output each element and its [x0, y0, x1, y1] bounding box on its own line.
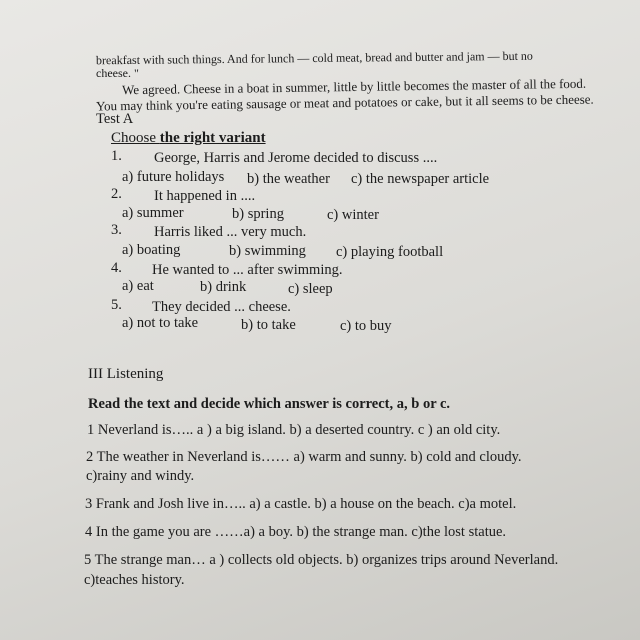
- listening-item-3: 3 Frank and Josh live in….. a) a castle. b) a house on the beach. c)a motel.: [85, 496, 517, 512]
- question-1-number: 1.: [111, 148, 122, 164]
- question-3-text: Harris liked ... very much.: [154, 224, 307, 240]
- reading-line-3: We agreed. Cheese in a boat in summer, little by little becomes the master of all the food.: [121, 75, 587, 98]
- question-4-text: He wanted to ... after swimming.: [152, 262, 343, 278]
- question-1-option-b: b) the weather: [247, 171, 330, 187]
- question-3-option-c: c) playing football: [336, 244, 444, 260]
- question-1-text: George, Harris and Jerome decided to discuss ....: [154, 150, 438, 166]
- question-5-option-c: c) to buy: [340, 318, 392, 334]
- question-3-number: 3.: [111, 222, 122, 238]
- listening-item-2-continued: c)rainy and windy.: [86, 468, 195, 484]
- reading-line-2: cheese. ": [96, 66, 139, 80]
- listening-item-5-continued: c)teaches history.: [84, 572, 185, 588]
- question-3-option-b: b) swimming: [229, 243, 306, 259]
- question-2-option-a: a) summer: [122, 205, 184, 221]
- reading-line-4: You may think you're eating sausage or meat and potatoes or cake, but it all seems to be cheese.: [95, 91, 594, 114]
- question-2-text: It happened in ....: [154, 188, 256, 204]
- test-a-instruction: [111, 131, 266, 146]
- question-4-option-b: b) drink: [200, 279, 247, 295]
- instruction-bold: the right variant: [159, 130, 266, 146]
- question-5-option-b: b) to take: [241, 317, 296, 333]
- question-3-option-a: a) boating: [122, 242, 181, 258]
- listening-item-2: 2 The weather in Neverland is…… a) warm and sunny. b) cold and cloudy.: [86, 449, 522, 465]
- question-2-option-b: b) spring: [232, 206, 284, 222]
- question-1-option-c: c) the newspaper article: [351, 171, 490, 187]
- question-4-number: 4.: [111, 260, 122, 276]
- question-2-number: 2.: [111, 186, 122, 202]
- question-4-option-a: a) eat: [122, 278, 154, 294]
- question-1-option-a: a) future holidays: [122, 169, 225, 185]
- question-5-option-a: a) not to take: [122, 315, 199, 331]
- listening-title: III Listening: [88, 366, 164, 382]
- question-2-option-c: c) winter: [327, 207, 379, 223]
- question-4-option-c: c) sleep: [288, 281, 333, 297]
- listening-item-4: 4 In the game you are ……a) a boy. b) the strange man. c)the lost statue.: [85, 524, 507, 540]
- instruction-plain: Choose: [111, 130, 160, 146]
- question-5-number: 5.: [111, 297, 122, 313]
- reading-line-1: breakfast with such things. And for lunch — cold meat, bread and butter and jam — but no: [95, 48, 533, 68]
- question-5-text: They decided ... cheese.: [152, 299, 291, 315]
- listening-instruction: Read the text and decide which answer is correct, a, b or c.: [88, 396, 451, 412]
- test-a-title: Test A: [96, 111, 134, 127]
- listening-item-5: 5 The strange man… a ) collects old objects. b) organizes trips around Neverland.: [84, 552, 559, 568]
- listening-item-1: 1 Neverland is….. a ) a big island. b) a deserted country. c ) an old city.: [87, 422, 501, 438]
